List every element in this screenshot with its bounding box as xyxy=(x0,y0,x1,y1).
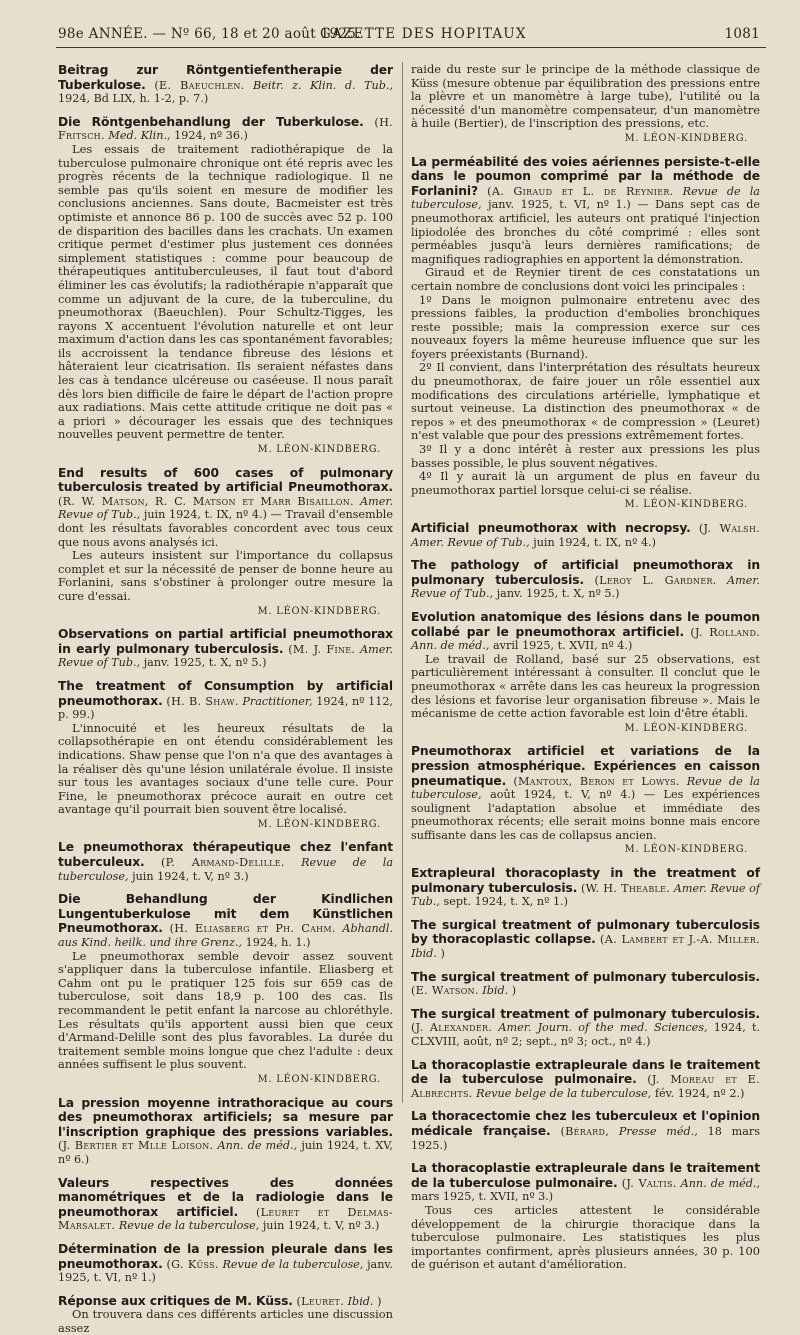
citation-details: juin 1924, t. IX, nº 4.) — Travail d'ensemble dont les résultats favorables concordent avec tous ceux que nous avons analysés ici. xyxy=(58,508,394,549)
citation-details: 1924, t. CLXVIII, août, nº 2; sept., nº 3; oct., nº 4.) xyxy=(411,1021,761,1048)
citation-source: Ann. de méd., xyxy=(217,1139,298,1153)
article-title: Beitrag zur Röntgentiefentherapie der Tuberkulose. xyxy=(58,63,393,92)
entry-heading xyxy=(411,866,760,909)
review-entry xyxy=(411,1109,760,1152)
citation-author: (J. Alexander. xyxy=(411,1021,493,1035)
citation-author: (G. Küss. xyxy=(166,1257,219,1271)
citation-source: Revue de la tuberculose, xyxy=(118,1219,260,1233)
entry-heading xyxy=(411,1007,760,1049)
entry-heading xyxy=(58,466,393,550)
citation-author: (Leuret. xyxy=(296,1294,345,1308)
citation-details: ) xyxy=(377,1294,382,1308)
reviewer-signature: M. LÉON-KINDBERG. xyxy=(624,132,748,144)
citation-source: Revue belge de la tuberculose, xyxy=(476,1086,652,1100)
citation-details: 1924, nº 112, p. 99.) xyxy=(58,694,393,722)
citation-details: ) xyxy=(511,984,517,998)
article-title: Détermination de la pression pleurale dans les pneumothorax. xyxy=(58,1241,393,1271)
article-title: La pression moyenne intrathoracique au cours des pneumothorax artificiels; sa mesure par l'inscription graphique des pressions variables. xyxy=(58,1095,393,1139)
citation-author: (J. Moreau et E. Albrechts. xyxy=(411,1073,760,1100)
body-paragraph: On trouvera dans ces différents articles une discussion assez xyxy=(58,1307,393,1335)
review-entry xyxy=(411,744,760,857)
numbered-conclusion: 3º Il y a donc intérêt à rester aux pressions les plus basses possible, le plus souvent négatives. xyxy=(411,442,760,470)
article-title: La perméabilité des voies aériennes persiste-t-elle dans le poumon comprimé par la méthode de Forlanini? xyxy=(411,154,760,198)
article-title: Evolution anatomique des lésions dans le poumon collabé par le pneumothorax artificiel. xyxy=(411,609,760,639)
reviewer-signature: M. LÉON-KINDBERG. xyxy=(257,818,381,830)
numbered-conclusion: 1º Dans le moignon pulmonaire entretenu avec des pressions faibles, la production d'embolies bronchiques reste possible; mais la compression exerce sur ces nouveaux foyers la même heureuse influence que sur les foyers préexistants (Burnand). xyxy=(411,292,760,361)
citation-details: janv. 1925, t. X, nº 5.) xyxy=(496,587,620,601)
citation-source: Amer. Revue of Tub., xyxy=(58,494,393,522)
citation-details: ) xyxy=(440,947,445,961)
citation-source: Amer. Revue of Tub., xyxy=(411,535,530,549)
review-entry xyxy=(58,679,393,832)
reviewer-signature: M. LÉON-KINDBERG. xyxy=(624,722,748,734)
citation-details: mars 1925, t. XVII, nº 3.) xyxy=(411,1190,554,1204)
issue-info: 98e ANNÉE. — Nº 66, 18 et 20 août 1925. xyxy=(58,26,361,42)
citation-author: (Leuret et Delmas-Marsalet. xyxy=(58,1205,393,1233)
page-number: 1081 xyxy=(724,26,760,42)
review-entry xyxy=(58,1096,393,1167)
citation-details: juin 1924, t. V, nº 3.) xyxy=(132,869,249,883)
entry-heading xyxy=(58,115,393,143)
review-entry xyxy=(411,1007,760,1049)
citation xyxy=(58,495,393,549)
review-entry xyxy=(58,627,393,670)
article-title: Observations on partial artificial pneumothorax in early pulmonary tuberculosis. xyxy=(58,627,393,656)
review-entry xyxy=(411,558,760,601)
article-title: La thoracoplastie extrapleurale dans le traitement de la tuberculose pulmonaire. xyxy=(411,1161,760,1190)
entry-heading xyxy=(411,1109,760,1152)
review-entry xyxy=(411,610,760,735)
review-entry xyxy=(411,155,760,512)
entry-heading xyxy=(58,892,393,949)
article-title: Artificial pneumothorax with necropsy. xyxy=(411,521,691,535)
entry-heading xyxy=(58,1096,393,1167)
entry-heading xyxy=(411,1161,760,1204)
review-entry xyxy=(411,1161,760,1272)
body-paragraph: L'innocuité et les heureux résultats de la collapsothérapie en ont étendu considérablement les indications. Shaw pense que l'on n'a que des avantages à la réaliser dès qu'une lésion unilatérale évolue. Il insiste sur tous les avantages sociaux d'une telle cure. Pour Fine, le pneumothorax précoce aurait en outre cet avantage qu'il pourrait bien souvent être localisé. xyxy=(58,720,393,817)
article-title: La thoracectomie chez les tuberculeux et l'opinion médicale française. xyxy=(411,1109,760,1138)
citation-source: Ann. de méd., xyxy=(680,1176,760,1190)
continuation-text: raide du reste sur le principe de la méthode classique de Küss (mesure obtenue par équilibration des pressions entre la plèvre et un manomètre à large tube), l'utilité ou la nécessité d'un manomètre compensateur, d'un manomètre à huile (Bertier), de l'inscription des pressions, etc. xyxy=(411,62,760,131)
citation-author: (A. Lambert et J.-A. Miller. xyxy=(600,933,760,947)
article-title: End results of 600 cases of pulmonary tuberculosis treated by artificial Pneumothorax. xyxy=(58,465,393,495)
article-title: The treatment of Consumption by artificial pneumothorax. xyxy=(58,678,393,708)
citation-author: (H. B. Shaw. xyxy=(166,694,239,708)
header-rule xyxy=(56,47,766,48)
body-paragraph: Les essais de traitement radiothérapique de la tuberculose pulmonaire chronique ont été repris avec les progrès récents de la technique radiologique. Il ne semble pas qu'ils soient en mesure de modifier les conclusions anciennes. Sans doute, Bacmeister est très optimiste et annonce 86 p. 100 de succès avec 52 p. 100 de disparition des bacilles dans les crachats. Un examen critique permet d'estimer plus justement ces données simplement statistiques : comme pour beaucoup de thérapeutiques antituberculeuses, il faut tout d'abord éliminer les cas évolutifs; la radiothérapie n'apparaît que comme un adjuvant de la cure, de la tuberculine, du pneumothorax (Baeuchlen). Pour Schultz-Tigges, les rayons X accentuent l'évolution naturelle et ont leur maximum d'action dans les cas spontanément favorables; ils accroissent la tendance fibreuse des lésions et hâteraient leur cicatrisation. Ils seraient néfastes dans les cas à tendance ulcéreuse ou caséeuse. Il nous paraît dès lors bien difficile de faire le départ de l'action propre aux radiations. Mais cette attitude critique ne doit pas « a priori » décourager les essais que des techniques nouvelles peuvent permettre de tenter. xyxy=(58,141,393,442)
reviewer-signature: M. LÉON-KINDBERG. xyxy=(257,605,381,617)
entry-heading xyxy=(58,840,393,883)
numbered-conclusion: 4º Il y aurait là un argument de plus en faveur du pneumothorax partiel lorsque celui-ci se réalise. xyxy=(411,469,760,497)
citation-details: avril 1925, t. XVII, nº 4.) xyxy=(493,639,633,653)
right-column xyxy=(411,62,761,1272)
entry-heading xyxy=(58,627,393,670)
entry-heading xyxy=(411,610,760,653)
entry-heading xyxy=(411,558,760,601)
citation-source: Amer. Revue of Tub., xyxy=(411,881,761,909)
citation-source: Ann. de méd., xyxy=(411,639,490,653)
body-paragraph: Tous ces articles attestent le considérable développement de la chirurgie thoracique dans la tuberculose pulmonaire. Les statistiques les plus importantes confirment, après plusieurs années, 30 p. 100 de guérison et autant d'amélioration. xyxy=(411,1202,760,1272)
citation-source: Revue de la tuberculose, xyxy=(222,1257,364,1271)
article-title: Die Behandlung der Kindlichen Lungentuberkulose mit dem Künstlichen Pneumothorax. xyxy=(58,892,393,936)
body-paragraph: Giraud et de Reynier tirent de ces constatations un certain nombre de conclusions dont voici les principales : xyxy=(411,265,760,293)
article-title: Réponse aux critiques de M. Küss. xyxy=(58,1293,293,1308)
review-entry xyxy=(411,866,760,909)
citation-details: 18 mars 1925.) xyxy=(411,1124,760,1152)
citation-source: Ibid. xyxy=(482,984,509,998)
citation-author: (J. Valtis. xyxy=(621,1176,677,1190)
body-paragraph: Les auteurs insistent sur l'importance du collapsus complet et sur la nécessité de penser de bonne heure au Forlanini, sans s'obstiner à prolonger outre mesure la cure d'essai. xyxy=(58,548,393,603)
reviewer-signature: M. LÉON-KINDBERG. xyxy=(624,499,748,511)
left-column xyxy=(58,63,394,1335)
citation-author: (W. H. Theable. xyxy=(580,881,671,895)
numbered-conclusion: 2º Il convient, dans l'interprétation des résultats heureux du pneumothorax, de faire jouer un rôle essentiel aux modifications des circulations artérielle, lymphatique et surtout veineuse. La distinction des pneumothorax « de repos » et des pneumothorax « de compression » (Leuret) n'est valable que pour des pressions extrêmement fortes. xyxy=(411,360,760,443)
entry-heading xyxy=(411,1058,760,1101)
article-title: Extrapleural thoracoplasty in the treatment of pulmonary tuberculosis. xyxy=(411,866,760,895)
entry-heading xyxy=(58,1176,393,1233)
citation-details: juin 1924, t. XV, nº 6.) xyxy=(58,1139,393,1166)
citation xyxy=(411,1021,760,1048)
review-entry xyxy=(411,970,760,998)
review-entry xyxy=(58,115,393,457)
running-head xyxy=(58,26,760,48)
citation-source: Revue de la tuberculose, xyxy=(411,774,760,802)
citation-details: 1924, nº 36.) xyxy=(174,129,248,143)
citation-author: (H. Fritsch. xyxy=(58,115,393,143)
column-divider xyxy=(402,62,403,1103)
citation-details: janv. 1925, t. X, nº 5.) xyxy=(143,656,267,670)
review-entry xyxy=(58,466,393,619)
citation-details: fév. 1924, nº 2.) xyxy=(654,1086,745,1100)
review-entry xyxy=(58,1294,393,1335)
citation-source: Presse méd., xyxy=(618,1124,698,1138)
body-paragraph: Le travail de Rolland, basé sur 25 observations, est particulièrement intéressant à consulter. Il conclut que le pneumothorax « arrête dans les cas heureux la progression des lésions et favorise leur organisation fibreuse ». Mais le mécanisme de cette action favorable est loin d'être établi. xyxy=(411,651,760,721)
article-title: The surgical treatment of pulmonary tuberculosis. xyxy=(411,969,760,984)
citation-source: Practitioner, xyxy=(242,694,313,708)
review-entry xyxy=(411,63,760,146)
review-entry xyxy=(411,918,760,961)
citation-details: 1924, Bd LIX, h. 1-2, p. 7.) xyxy=(58,92,209,106)
article-title: The surgical treatment of pulmonary tuberculosis. xyxy=(411,1006,760,1021)
article-title: La thoracoplastie extrapleurale dans le traitement de la tuberculose pulmonaire. xyxy=(411,1057,760,1087)
citation-author: (R. W. Matson, R. C. Matson et Marr Bisaillon. xyxy=(58,494,354,508)
article-title: Valeurs respectives des données manométriques et de la radiologie dans le pneumothorax artificiel. xyxy=(58,1175,393,1219)
citation-details: août 1924, t. V, nº 4.) — Les expériences soulignent l'adaptation absolue et immédiate des pneumothorax récents; elle serait moins bonne mais encore suffisante dans les cas de collapsus ancien. xyxy=(411,788,760,842)
citation-author: (M. J. Fine. xyxy=(288,642,356,656)
citation-details: janv. 1925, t. VI, nº 1.) xyxy=(58,1257,393,1285)
entry-heading xyxy=(58,63,393,106)
review-entry xyxy=(58,892,393,1086)
citation xyxy=(297,1295,382,1308)
citation-source: Med. Klin., xyxy=(108,129,171,143)
citation-source: Ibid. xyxy=(411,947,437,961)
entry-heading xyxy=(411,521,760,549)
citation-author: (H. Eliasberg et Ph. Cahm. xyxy=(169,922,336,936)
review-entry xyxy=(411,521,760,549)
citation-author: (J. Walsh. xyxy=(698,522,760,535)
citation-author: (P. Armand-Delille. xyxy=(161,856,285,870)
article-title: Die Röntgenbehandlung der Tuberkulose. xyxy=(58,114,364,129)
article-title: The surgical treatment of pulmonary tuberculosis by thoracoplastic collapse. xyxy=(411,917,760,947)
citation-author: (Mantoux, Beron et Lowys. xyxy=(513,774,680,788)
review-entry xyxy=(58,1242,393,1285)
citation xyxy=(411,984,516,997)
citation-source: Ibid. xyxy=(347,1294,374,1308)
entry-heading xyxy=(411,155,760,267)
review-entry xyxy=(411,1058,760,1101)
citation-details: juin 1924, t. IX, nº 4.) xyxy=(533,535,656,549)
article-title: The pathology of artificial pneumothorax in pulmonary tuberculosis. xyxy=(411,558,760,587)
citation-details: 1924, h. 1.) xyxy=(245,936,311,950)
citation-author: (A. Giraud et L. de Reynier. xyxy=(487,184,674,198)
citation-source: Amer. Revue of Tub., xyxy=(58,642,393,670)
citation-source: Revue de la tuberculose, xyxy=(58,856,393,883)
citation-details: janv. 1925, t. VI, nº 1.) — Dans sept cas de pneumothorax artificiel, les auteurs ont pratiqué l'injection lipiodolée des bronches du côté comprimé : elles sont perméables jusqu'à leurs dernières ramifications; de magnifiques radiographies en apportent la démonstration. xyxy=(411,198,760,266)
citation-author: (J. Bertier et Mlle Loison. xyxy=(58,1139,214,1153)
citation xyxy=(58,1139,393,1166)
citation-author: (E. Watson. xyxy=(411,984,479,998)
citation-source: Revue de la tuberculose, xyxy=(411,184,760,212)
entry-heading xyxy=(58,679,393,722)
entry-heading xyxy=(411,744,760,842)
reviewer-signature: M. LÉON-KINDBERG. xyxy=(624,844,748,856)
citation-source: Amer. Revue of Tub., xyxy=(411,573,761,601)
article-title: Le pneumothorax thérapeutique chez l'enfant tuberculeux. xyxy=(58,840,393,870)
entry-heading xyxy=(411,970,760,998)
review-entry xyxy=(58,63,393,106)
entry-heading xyxy=(58,1242,393,1285)
citation-details: juin 1924, t. V, nº 3.) xyxy=(262,1219,380,1233)
journal-title: GAZETTE DES HOPITAUX xyxy=(320,26,527,42)
entry-heading xyxy=(411,918,760,961)
citation-author: (J. Rolland. xyxy=(690,625,761,639)
body-paragraph: Le pneumothorax semble devoir assez souvent s'appliquer dans la tuberculose infantile. Eliasberg et Cahm ont pu le pratiquer 125 fois sur 659 cas de tuberculose, soit dans 18,9 p. 100 des cas. Ils recommandent le petit enfant la narcose au chloréthyle. Les résultats qu'ils apportent aussi bien que ceux d'Armand-Delille sont des plus favorables. La durée du traitement semble moins longue que chez l'adulte : deux années suffisent le plus souvent. xyxy=(58,948,393,1072)
article-title: Pneumothorax artificiel et variations de la pression atmosphérique. Expériences en caisson pneumatique. xyxy=(411,744,760,788)
review-entry xyxy=(58,840,393,883)
citation-author: (Leroy L. Gardner. xyxy=(594,573,717,587)
citation-author: (E. Baeuchlen. xyxy=(154,78,245,92)
citation-details: sept. 1924, t. X, nº 1.) xyxy=(443,895,568,909)
citation-source: Beitr. z. Klin. d. Tub., xyxy=(253,78,394,92)
citation-source: Abhandl. aus Kind. heilk. und ihre Grenz., xyxy=(58,922,394,950)
review-entry xyxy=(58,1176,393,1233)
reviewer-signature: M. LÉON-KINDBERG. xyxy=(257,1073,381,1085)
citation-author: (Bérard, xyxy=(560,1124,610,1138)
reviewer-signature: M. LÉON-KINDBERG. xyxy=(257,444,381,456)
entry-heading xyxy=(58,1294,393,1309)
citation-source: Amer. Journ. of the med. Sciences, xyxy=(498,1021,708,1035)
